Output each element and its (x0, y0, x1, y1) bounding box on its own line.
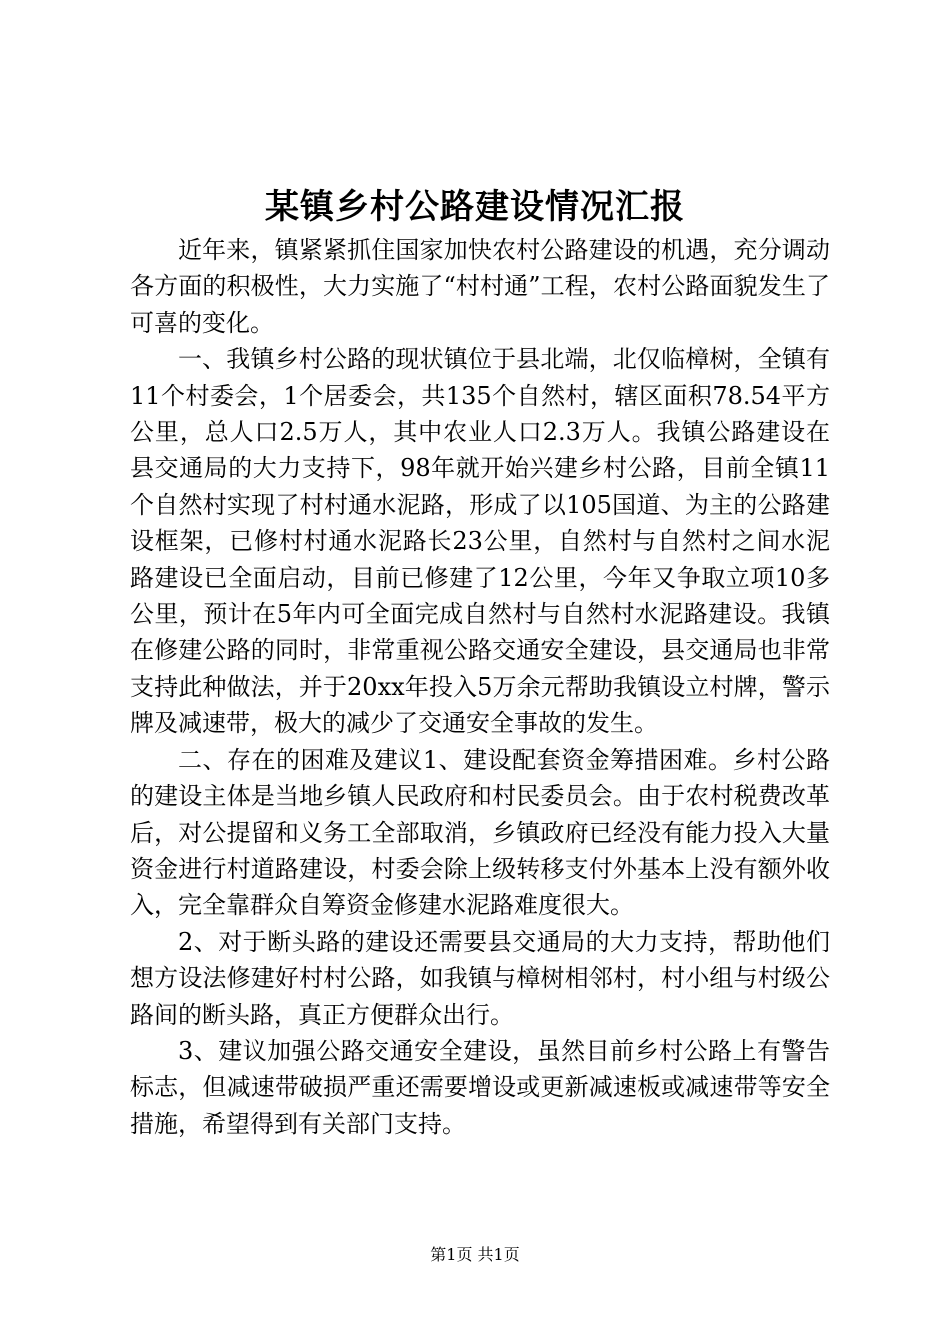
paragraph-current-status: 一、我镇乡村公路的现状镇位于县北端，北仅临樟树，全镇有11个村委会，1个居委会，共135个自然村，辖区面积78.54平方公里，总人口2.5万人，其中农业人口2.3万人。我镇公路建设在县交通局的大力支持下，98年就开始兴建乡村公路，目前全镇11个自然村实现了村村通水泥路，形成了以105国道、为主的公路建设框架，已修村村通水泥路长23公里，自然村与自然村之间水泥路建设已全面启动，目前已修建了12公里，今年又争取立项10多公里，预计在5年内可全面完成自然村与自然村水泥路建设。我镇在修建公路的同时，非常重视公路交通安全建设，县交通局也非常支持此种做法，并于20xx年投入5万余元帮助我镇设立村牌，警示牌及减速带，极大的减少了交通安全事故的发生。 (130, 345, 830, 738)
page-footer: 第1页 共1页 (430, 1245, 520, 1264)
paragraph-difficulties: 二、存在的困难及建议1、建设配套资金筹措困难。乡村公路的建设主体是当地乡镇人民政府和村民委员会。由于农村税费改革后，对公提留和义务工全部取消，乡镇政府已经没有能力投入大量资金进行村道路建设，村委会除上级转移支付外基本上没有额外收入，完全靠群众自筹资金修建水泥路难度很大。 (130, 745, 830, 920)
document-body (130, 232, 830, 1142)
paragraph-suggestion-2: 2、对于断头路的建设还需要县交通局的大力支持，帮助他们想方设法修建好村村公路，如我镇与樟树相邻村，村小组与村级公路间的断头路，真正方便群众出行。 (130, 927, 830, 1029)
paragraph-suggestion-3: 3、建议加强公路交通安全建设，虽然目前乡村公路上有警告标志，但减速带破损严重还需要增设或更新减速板或减速带等安全措施，希望得到有关部门支持。 (130, 1036, 830, 1138)
document-title: 某镇乡村公路建设情况汇报 (265, 187, 685, 227)
paragraph-intro: 近年来，镇紧紧抓住国家加快农村公路建设的机遇，充分调动各方面的积极性，大力实施了“村村通”工程，农村公路面貌发生了可喜的变化。 (130, 236, 830, 337)
